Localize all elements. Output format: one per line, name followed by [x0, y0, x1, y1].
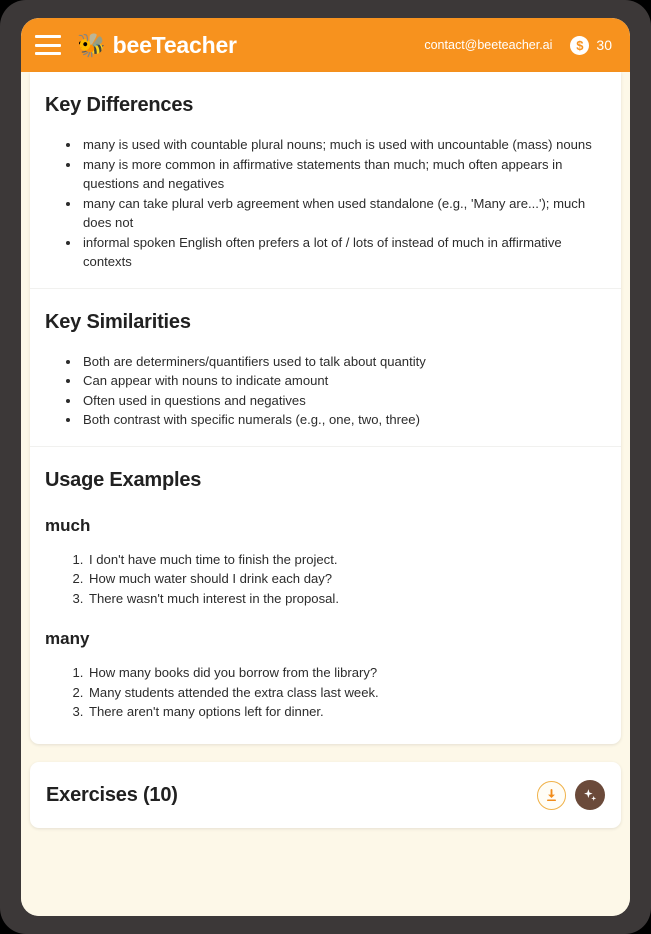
- section-title: Usage Examples: [45, 468, 202, 491]
- download-button[interactable]: [537, 781, 566, 810]
- hamburger-line: [35, 52, 61, 55]
- key-similarities-list: [45, 352, 606, 446]
- list-item: • informal spoken English often prefers a lot of / lots of instead of much in affirmative contexts: [81, 233, 606, 272]
- exercises-title: Exercises (10): [46, 783, 178, 806]
- key-differences-list: [45, 135, 606, 288]
- list-item: 2. How much water should I drink each day?: [87, 569, 606, 589]
- list-item: 3. There aren't many options left for dinner.: [87, 702, 606, 722]
- lesson-card: [30, 72, 621, 744]
- list-item: • Can appear with nouns to indicate amount: [81, 371, 606, 391]
- list-item: • many is more common in affirmative statements than much; much often appears in questions and negatives: [81, 155, 606, 194]
- usage-examples-many-list: [45, 663, 606, 722]
- bee-icon: 🐝: [77, 31, 106, 58]
- hamburger-line: [35, 44, 61, 47]
- download-icon: [544, 788, 559, 803]
- section-usage-examples: [30, 446, 621, 723]
- list-item: 3. There wasn't much interest in the proposal.: [87, 589, 606, 609]
- hamburger-line: [35, 35, 61, 38]
- hamburger-menu-icon[interactable]: [35, 35, 61, 55]
- usage-examples-much-list: [45, 550, 606, 609]
- exercises-actions: [537, 780, 605, 810]
- app-viewport: [21, 18, 630, 916]
- usage-group-word-many: many: [45, 628, 90, 648]
- ai-generate-button[interactable]: [575, 780, 605, 810]
- list-item: 1. I don't have much time to finish the project.: [87, 550, 606, 570]
- list-item: • Often used in questions and negatives: [81, 391, 606, 411]
- section-title: Key Similarities: [45, 310, 191, 333]
- credits-indicator[interactable]: [570, 36, 612, 55]
- section-title: Key Differences: [45, 94, 194, 116]
- exercises-card[interactable]: [30, 762, 621, 828]
- list-item: 1. How many books did you borrow from the library?: [87, 663, 606, 683]
- list-item: • Both are determiners/quantifiers used to talk about quantity: [81, 352, 606, 372]
- usage-group-word-much: much: [45, 515, 91, 535]
- app-header: [21, 18, 630, 72]
- brand-logo[interactable]: [77, 32, 237, 59]
- list-item: • Both contrast with specific numerals (e.g., one, two, three): [81, 410, 606, 430]
- coin-dollar-icon: $: [570, 36, 589, 55]
- list-item: • many is used with countable plural nouns; much is used with uncountable (mass) nouns: [81, 135, 606, 155]
- list-item: • many can take plural verb agreement when used standalone (e.g., 'Many are...'); much does not: [81, 194, 606, 233]
- content-scroll-area[interactable]: [21, 72, 630, 916]
- account-email[interactable]: contact@beeteacher.ai: [424, 38, 553, 52]
- brand-name: beeTeacher: [112, 31, 237, 58]
- sparkles-icon: [582, 787, 599, 804]
- list-item: 2. Many students attended the extra class last week.: [87, 683, 606, 703]
- credit-count: 30: [596, 37, 612, 53]
- section-key-similarities: [30, 288, 621, 446]
- section-key-differences: [30, 72, 621, 288]
